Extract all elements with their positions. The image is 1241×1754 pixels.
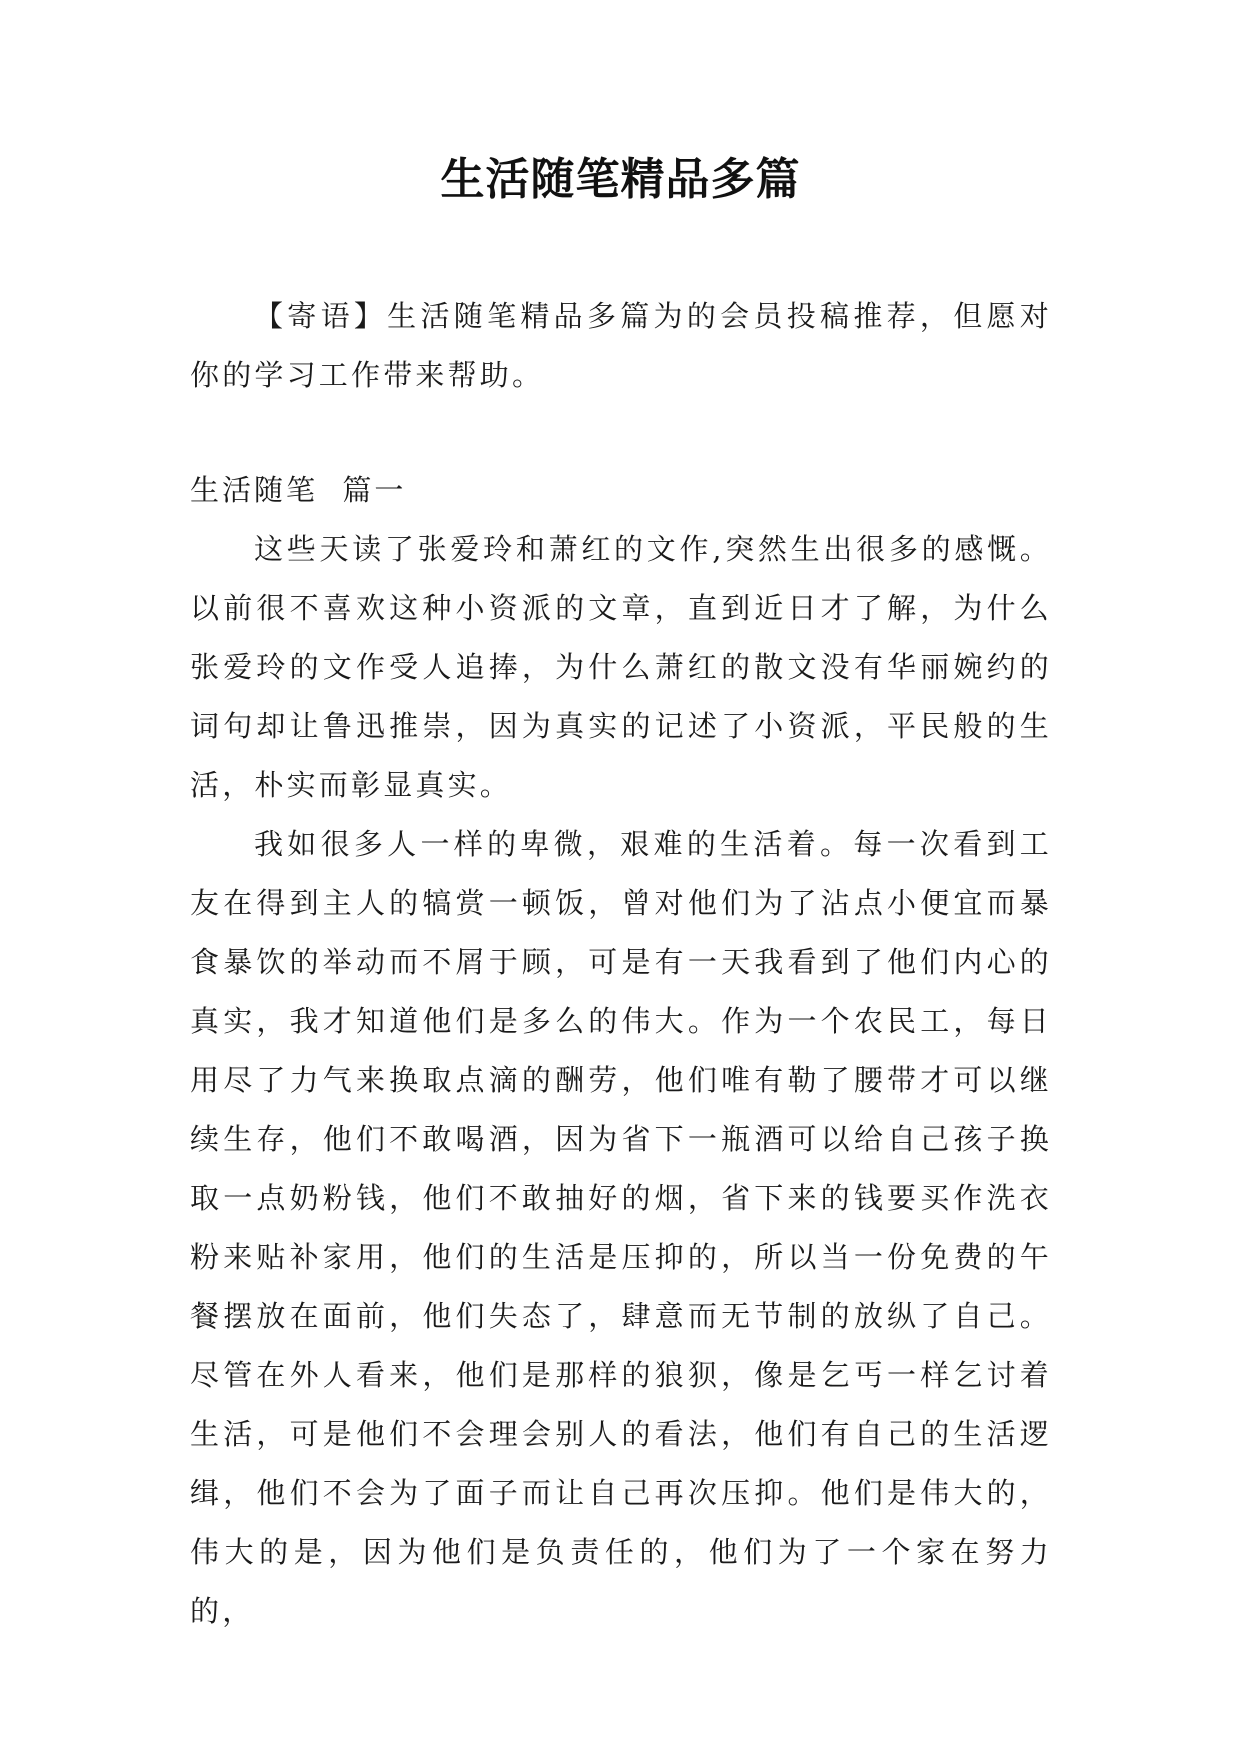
- section-heading: 生活随笔 篇一: [190, 473, 407, 507]
- body-paragraph: 这些天读了张爱玲和萧红的文作,突然生出很多的感慨。以前很不喜欢这种小资派的文章，直到近日才了解，为什么张爱玲的文作受人追捧，为什么萧红的散文没有华丽婉约的词句却让鲁迅推崇，因为真实的记述了小资派，平民般的生活，朴实而彰显真实。: [190, 532, 1052, 802]
- document-title: 生活随笔精品多篇: [440, 154, 801, 205]
- section-content: [190, 520, 1052, 1641]
- body-paragraph: 我如很多人一样的卑微，艰难的生活着。每一次看到工友在得到主人的犒赏一顿饭，曾对他们为了沾点小便宜而暴食暴饮的举动而不屑于顾，可是有一天我看到了他们内心的真实，我才知道他们是多么的伟大。作为一个农民工，每日用尽了力气来换取点滴的酬劳，他们唯有勒了腰带才可以继续生存，他们不敢喝酒，因为省下一瓶酒可以给自己孩子换取一点奶粉钱，他们不敢抽好的烟，省下来的钱要买作洗衣粉来贴补家用，他们的生活是压抑的，所以当一份免费的午餐摆放在面前，他们失态了，肆意而无节制的放纵了自己。尽管在外人看来，他们是那样的狼狈，像是乞丐一样乞讨着生活，可是他们不会理会别人的看法，他们有自己的生活逻缉，他们不会为了面子而让自己再次压抑。他们是伟大的，伟大的是，因为他们是负责任的，他们为了一个家在努力的，: [190, 827, 1052, 1628]
- intro-paragraph: 【寄语】生活随笔精品多篇为的会员投稿推荐，但愿对你的学习工作带来帮助。: [190, 299, 1052, 392]
